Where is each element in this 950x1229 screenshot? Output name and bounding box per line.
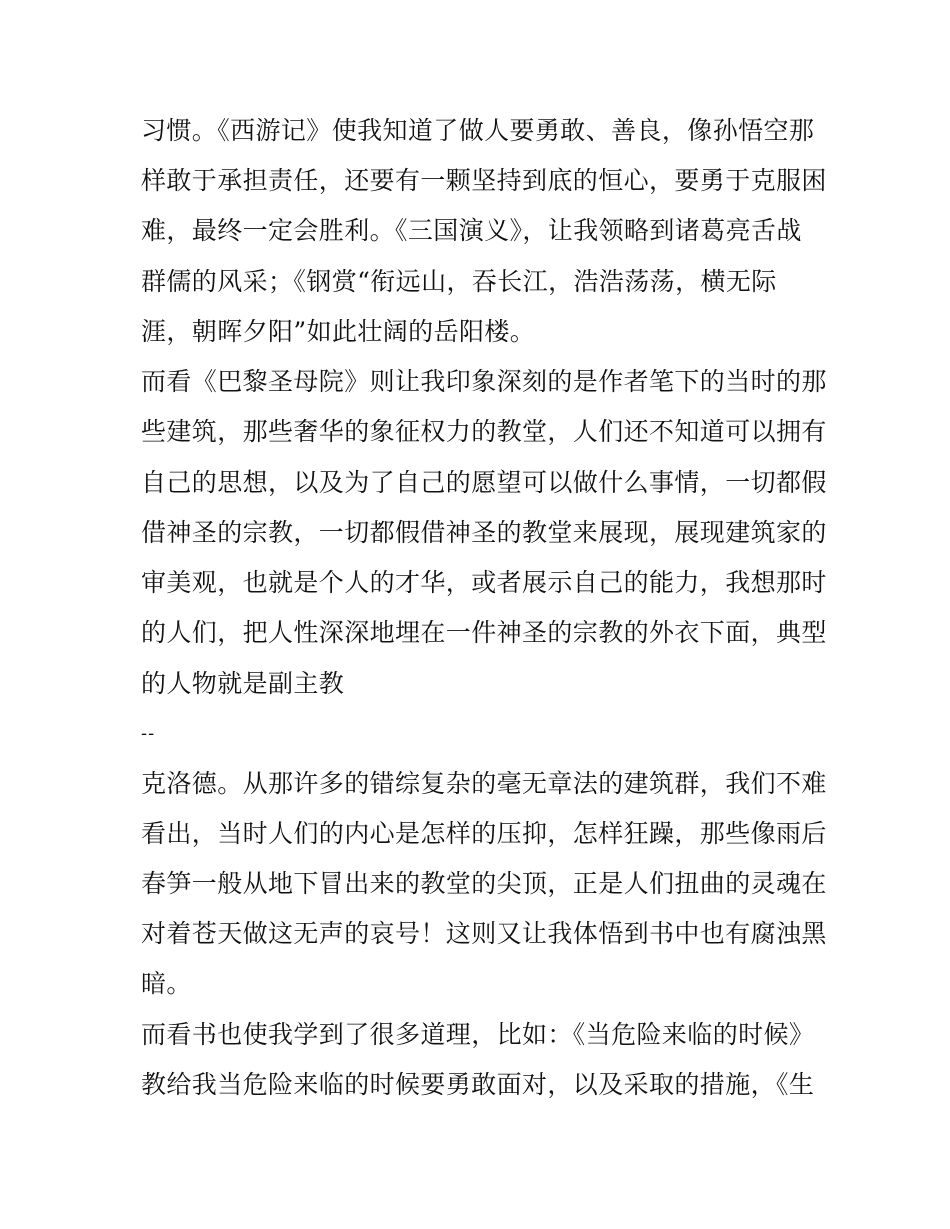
text-line: 克洛德。从那许多的错综复杂的毫无章法的建筑群，我们不难 (141, 769, 827, 798)
text-line: 涯，朝晖夕阳”如此壮阔的岳阳楼。 (141, 317, 536, 346)
text-line: 暗。 (141, 969, 192, 998)
text-line: 教给我当危险来临的时候要勇敢面对，以及采取的措施，《生 (141, 1070, 815, 1099)
text-line: 审美观，也就是个人的才华，或者展示自己的能力，我想那时 (141, 568, 827, 597)
text-line: 看出，当时人们的内心是怎样的压抑，怎样狂躁，那些像雨后 (141, 819, 827, 848)
text-line: 样敢于承担责任，还要有一颗坚持到底的恒心，要勇于克服困 (141, 166, 827, 195)
text-line: 些建筑，那些奢华的象征权力的教堂，人们还不知道可以拥有 (141, 417, 827, 446)
text-line: 习惯。《西游记》使我知道了做人要勇敢、善良，像孙悟空那 (141, 116, 815, 145)
text-line: 难，最终一定会胜利。《三国演义》，让我领略到诸葛亮舌战 (141, 216, 802, 245)
text-line: 自己的思想，以及为了自己的愿望可以做什么事情，一切都假 (141, 468, 827, 497)
text-line: 而看书也使我学到了很多道理，比如：《当危险来临的时候》 (141, 1020, 815, 1049)
text-line: 借神圣的宗教，一切都假借神圣的教堂来展现，展现建筑家的 (141, 518, 827, 547)
text-line: 春笋一般从地下冒出来的教堂的尖顶，正是人们扭曲的灵魂在 (141, 869, 827, 898)
text-line: 对着苍天做这无声的哀号！这则又让我体悟到书中也有腐浊黑 (141, 919, 827, 948)
text-line: 的人们，把人性深深地埋在一件神圣的宗教的外衣下面，典型 (141, 618, 827, 647)
text-line: 群儒的风采；《钢赏“衔远山，吞长江，浩浩荡荡，横无际 (141, 267, 777, 296)
text-line: 而看《巴黎圣母院》则让我印象深刻的是作者笔下的当时的那 (141, 367, 827, 396)
text-line: 的人物就是副主教 (141, 669, 345, 698)
separator-line: -- (141, 723, 156, 744)
